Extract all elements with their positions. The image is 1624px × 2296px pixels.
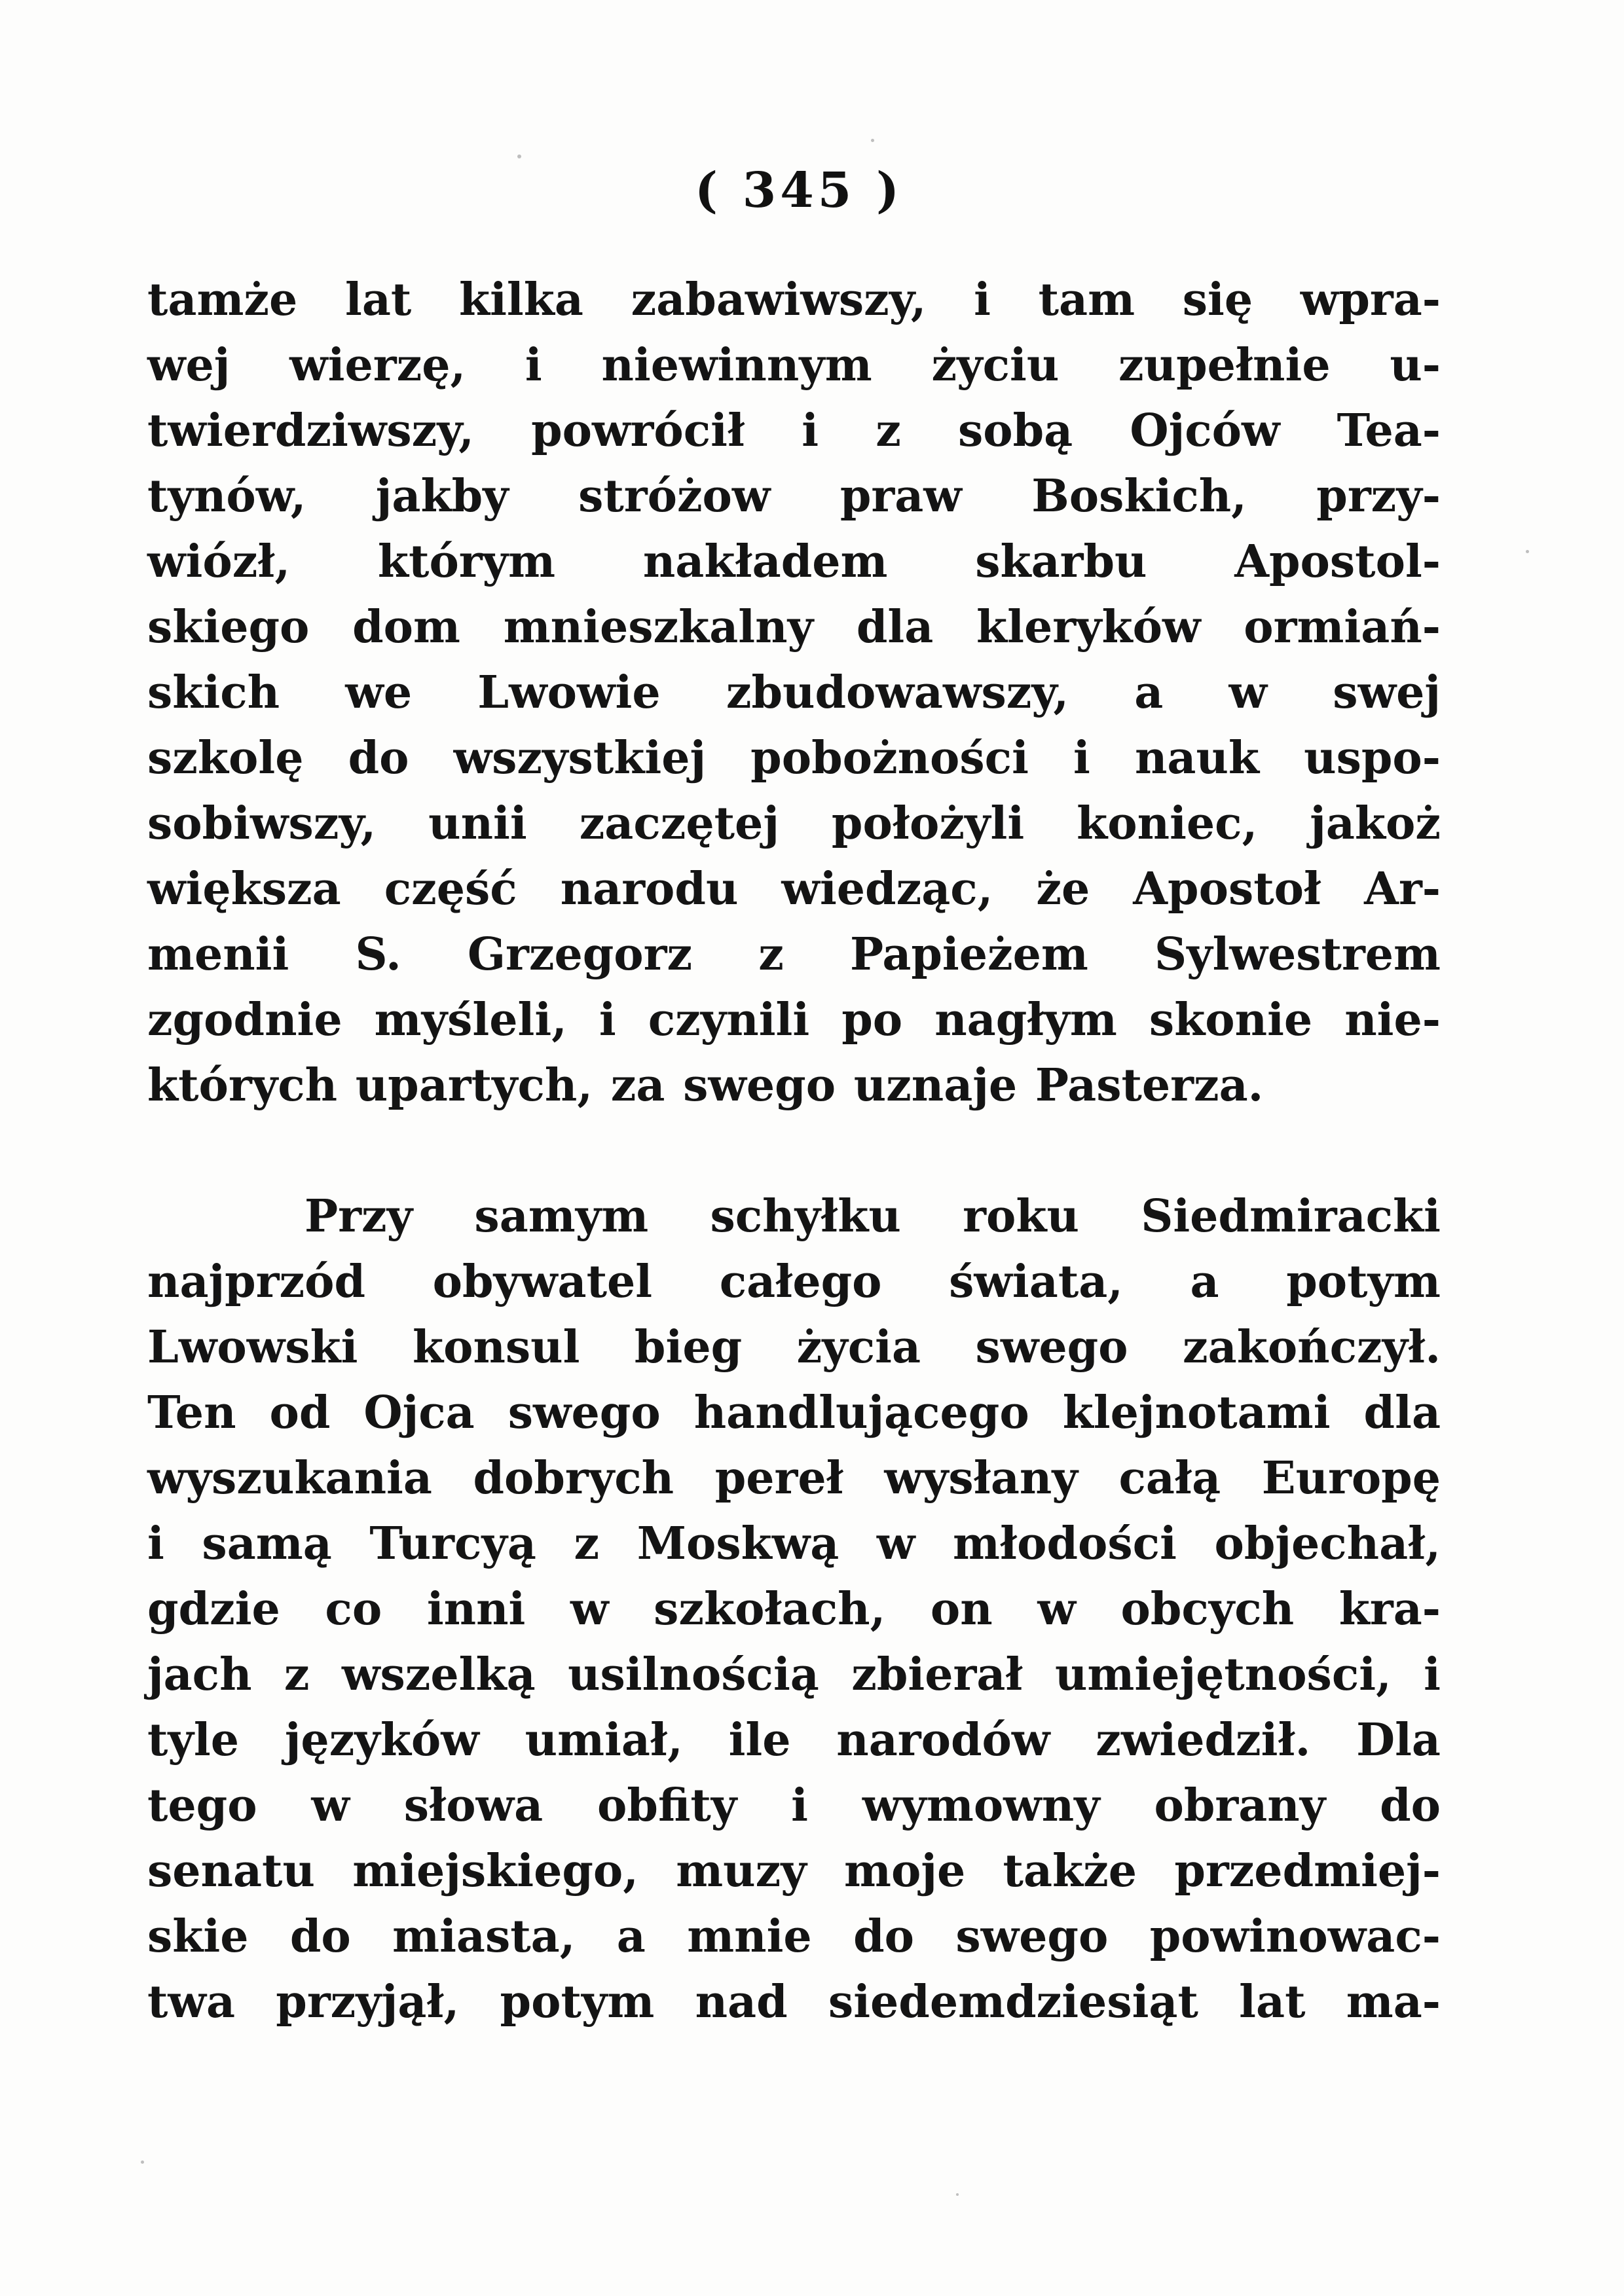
- text-line: senatu miejskiego, muzy moje także przedmiej-: [147, 1845, 1441, 1897]
- text-line: skie do miasta, a mnie do swego powinowac-: [147, 1910, 1441, 1963]
- text-line: najprzód obywatel całego świata, a potym: [147, 1256, 1441, 1308]
- text-line: gdzie co inni w szkołach, on w obcych kra-: [147, 1583, 1441, 1635]
- text-line: Ten od Ojca swego handlującego klejnotami dla: [147, 1387, 1441, 1439]
- paper-speck: [141, 2160, 144, 2164]
- text-line: i samą Turcyą z Moskwą w młodości objechał,: [147, 1518, 1441, 1570]
- text-line: twierdziwszy, powrócił i z sobą Ojców Tea-: [147, 405, 1441, 457]
- text-line: sobiwszy, unii zaczętej położyli koniec, jakoż: [147, 797, 1441, 850]
- text-line: skiego dom mnieszkalny dla kleryków ormiań-: [147, 601, 1441, 653]
- text-line: Lwowski konsul bieg życia swego zakończył.: [147, 1321, 1441, 1374]
- paper-speck: [1526, 550, 1529, 553]
- text-line: tyle języków umiał, ile narodów zwiedził. Dla: [147, 1714, 1441, 1766]
- text-line: zgodnie myśleli, i czynili po nagłym skonie nie-: [147, 994, 1441, 1046]
- text-line: skich we Lwowie zbudowawszy, a w swej: [147, 666, 1441, 719]
- text-line: Przy samym schyłku roku Siedmiracki: [304, 1190, 1441, 1243]
- paragraph-2: [147, 1184, 1441, 2035]
- text-line: wej wierzę, i niewinnym życiu zupełnie u-: [147, 339, 1441, 392]
- text-line: twa przyjął, potym nad siedemdziesiąt lat ma-: [147, 1976, 1441, 2028]
- text-line-first: [147, 1184, 1441, 1249]
- text-line: szkolę do wszystkiej pobożności i nauk uspo-: [147, 732, 1441, 784]
- text-line: tamże lat kilka zabawiwszy, i tam się wpra-: [147, 274, 1441, 326]
- page-number: ( 345 ): [694, 162, 904, 219]
- paper-speck: [956, 2193, 959, 2196]
- text-line: jach z wszelką usilnością zbierał umiejętności, i: [147, 1649, 1441, 1701]
- paper-speck: [517, 155, 521, 158]
- text-line: tego w słowa obfity i wymowny obrany do: [147, 1779, 1441, 1832]
- text-line: wiózł, którym nakładem skarbu Apostol-: [147, 536, 1441, 588]
- paragraph-1: [147, 267, 1441, 1118]
- text-line: których upartych, za swego uznaje Pasterza.: [147, 1059, 1264, 1112]
- text-line: większa część narodu wiedząc, że Apostoł Ar-: [147, 863, 1441, 915]
- text-line: menii S. Grzegorz z Papieżem Sylwestrem: [147, 928, 1441, 981]
- text-line: wyszukania dobrych pereł wysłany całą Europę: [147, 1452, 1441, 1504]
- paper-speck: [871, 139, 874, 142]
- text-line: tynów, jakby stróżow praw Boskich, przy-: [147, 470, 1441, 522]
